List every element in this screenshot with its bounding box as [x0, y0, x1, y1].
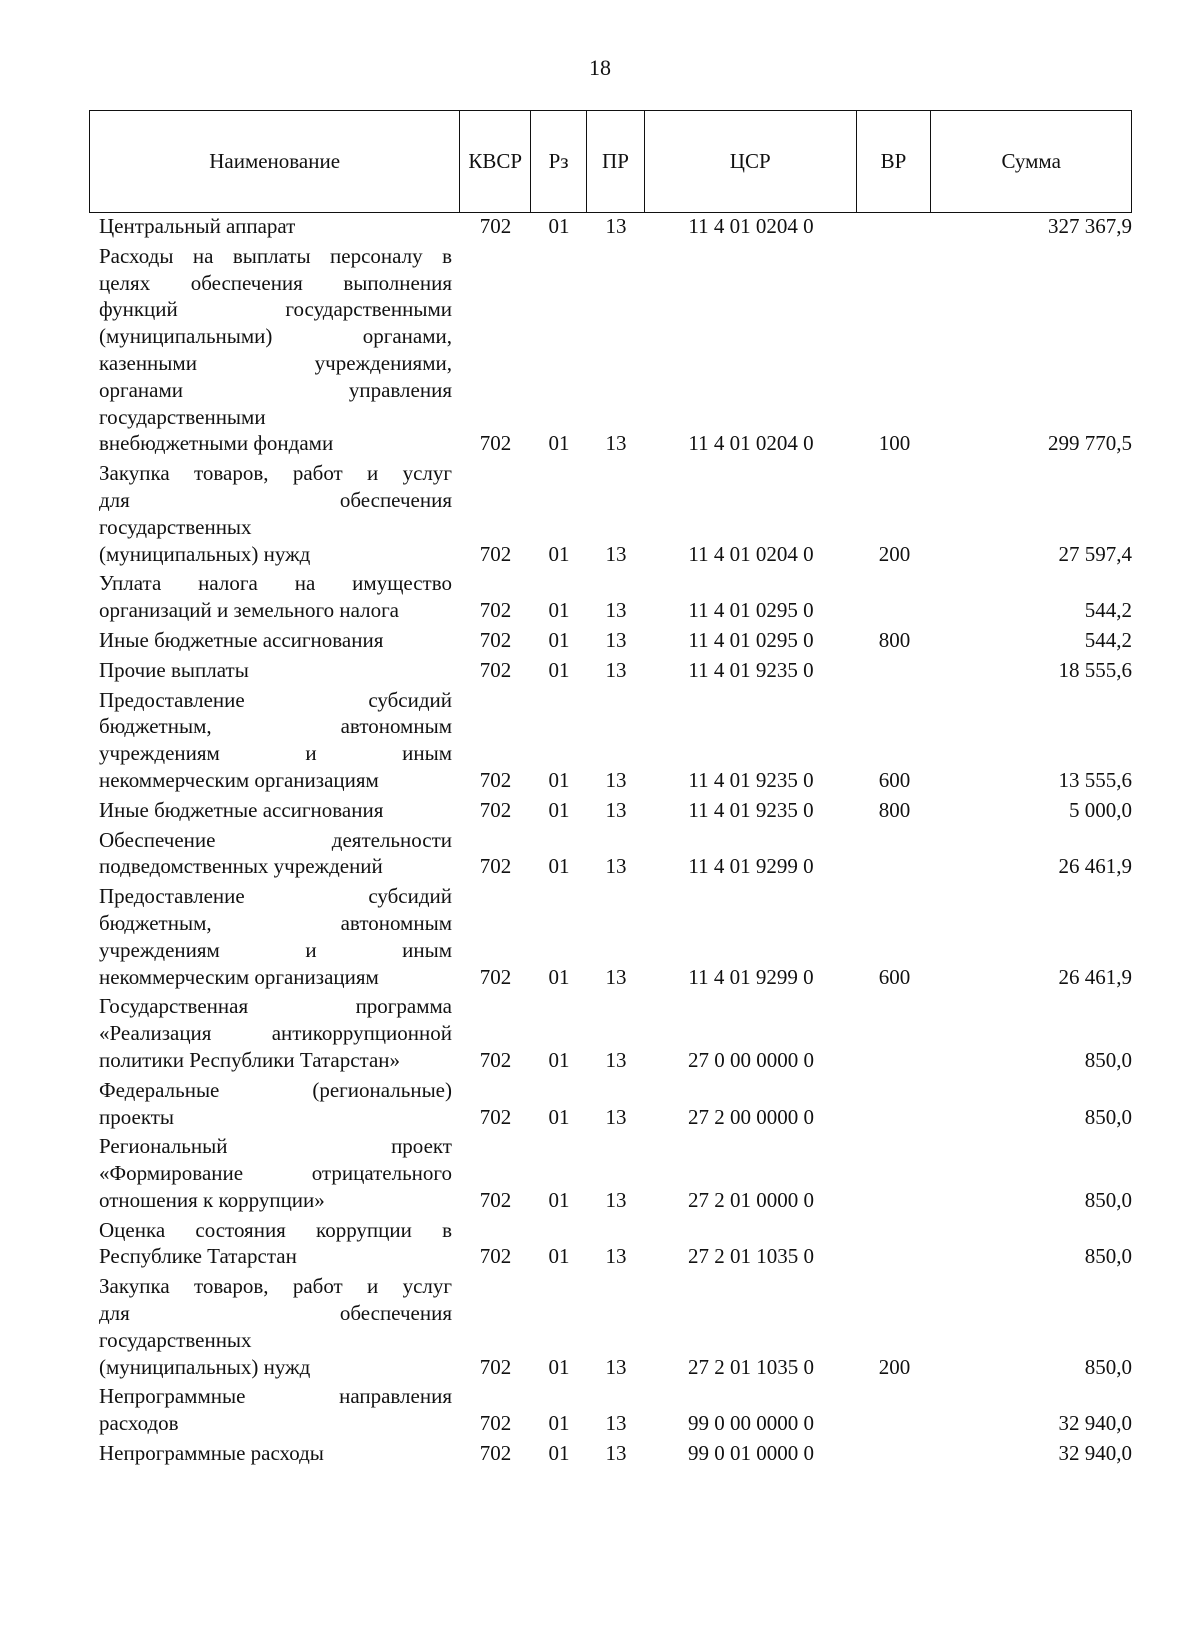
row-sum: 32 940,0: [1058, 1441, 1132, 1466]
row-name: [89, 657, 460, 684]
row-csr: 11 4 01 0204 0: [688, 431, 814, 456]
row-rz: 01: [548, 541, 570, 566]
row-name: [89, 883, 460, 990]
row-name-line: Прочие выплаты: [99, 657, 249, 682]
row-vr: 200: [878, 541, 911, 566]
row-sum: 327 367,9: [1048, 214, 1132, 238]
row-name-line: Непрограммные расходы: [99, 1441, 324, 1466]
row-pr: 13: [605, 797, 627, 822]
row-pr: 13: [605, 1244, 627, 1269]
row-csr: 27 2 01 0000 0: [688, 1187, 814, 1212]
row-vr: 200: [878, 1354, 911, 1379]
row-pr: 13: [605, 854, 627, 879]
row-sum: 32 940,0: [1058, 1411, 1132, 1436]
table-row: [89, 213, 1132, 240]
row-name: [89, 570, 460, 624]
row-sum: 850,0: [1084, 1104, 1132, 1129]
row-kvsr: 702: [479, 598, 512, 623]
row-pr: 13: [605, 214, 627, 238]
row-name-line: некоммерческим организациям: [99, 767, 379, 792]
row-csr: 27 0 00 0000 0: [688, 1047, 814, 1072]
row-csr: 27 2 01 1035 0: [688, 1244, 814, 1269]
row-vr: 100: [878, 431, 911, 456]
row-name-line: бюджетным, автономным: [99, 714, 452, 739]
row-csr: 11 4 01 9235 0: [688, 657, 814, 682]
row-sum: 13 555,6: [1058, 767, 1132, 792]
row-csr: 27 2 00 0000 0: [688, 1104, 814, 1129]
row-name-line: политики Республики Татарстан»: [99, 1047, 401, 1072]
header-csr: ЦСР: [645, 111, 857, 212]
row-sum: 544,2: [1084, 627, 1132, 652]
row-name-line: государственных: [99, 1327, 252, 1352]
row-name-line: (муниципальными) органами,: [99, 324, 452, 349]
row-rz: 01: [548, 1047, 570, 1072]
table-row: [89, 1077, 1132, 1131]
row-csr: 11 4 01 9299 0: [688, 964, 814, 989]
row-rz: 01: [548, 627, 570, 652]
header-vr: ВР: [857, 111, 932, 212]
row-sum: 544,2: [1084, 598, 1132, 623]
row-csr: 11 4 01 9235 0: [688, 767, 814, 792]
row-csr: 27 2 01 1035 0: [688, 1354, 814, 1379]
table-row: [89, 657, 1132, 684]
row-name-line: казенными учреждениями,: [99, 350, 452, 375]
row-name-line: (муниципальных) нужд: [99, 1354, 311, 1379]
table-row: [89, 1440, 1132, 1467]
row-pr: 13: [605, 657, 627, 682]
row-rz: 01: [548, 1354, 570, 1379]
header-kvsr: КВСР: [460, 111, 531, 212]
row-kvsr: 702: [479, 657, 512, 682]
row-kvsr: 702: [479, 1187, 512, 1212]
row-kvsr: 702: [479, 627, 512, 652]
table-row: [89, 1383, 1132, 1437]
row-kvsr: 702: [479, 214, 512, 238]
table-row: [89, 570, 1132, 624]
row-name-line: органами управления: [99, 377, 452, 402]
row-name: [89, 213, 460, 240]
row-pr: 13: [605, 964, 627, 989]
row-kvsr: 702: [479, 964, 512, 989]
row-csr: 99 0 00 0000 0: [688, 1411, 814, 1436]
row-name-line: расходов: [99, 1411, 179, 1436]
row-rz: 01: [548, 598, 570, 623]
row-vr: 600: [878, 964, 911, 989]
row-sum: 5 000,0: [1069, 797, 1132, 822]
row-name: [89, 993, 460, 1073]
row-rz: 01: [548, 854, 570, 879]
row-name-line: функций государственными: [99, 297, 452, 322]
row-pr: 13: [605, 1354, 627, 1379]
header-pr: ПР: [587, 111, 645, 212]
row-name: [89, 1133, 460, 1213]
row-pr: 13: [605, 1104, 627, 1129]
row-rz: 01: [548, 431, 570, 456]
row-vr: 800: [878, 627, 911, 652]
table-row: [89, 460, 1132, 567]
row-name-line: (муниципальных) нужд: [99, 541, 311, 566]
row-pr: 13: [605, 767, 627, 792]
row-name-line: Обеспечение деятельности: [99, 827, 452, 852]
row-name-line: проекты: [99, 1104, 175, 1129]
row-pr: 13: [605, 541, 627, 566]
row-name-line: некоммерческим организациям: [99, 964, 379, 989]
row-name-line: «Формирование отрицательного: [99, 1161, 452, 1186]
row-name: [89, 460, 460, 567]
row-csr: 11 4 01 0204 0: [688, 541, 814, 566]
row-name: [89, 627, 460, 654]
row-rz: 01: [548, 1441, 570, 1466]
row-name-line: Уплата налога на имущество: [99, 571, 452, 596]
row-name-line: Республике Татарстан: [99, 1244, 297, 1269]
row-rz: 01: [548, 657, 570, 682]
table-header: [89, 110, 1132, 213]
row-name-line: Иные бюджетные ассигнования: [99, 627, 384, 652]
row-csr: 11 4 01 0295 0: [688, 627, 814, 652]
row-name-line: целях обеспечения выполнения: [99, 270, 452, 295]
table-row: [89, 797, 1132, 824]
row-name-line: Закупка товаров, работ и услуг: [99, 461, 452, 486]
row-rz: 01: [548, 1187, 570, 1212]
row-name-line: Предоставление субсидий: [99, 687, 452, 712]
row-name: [89, 827, 460, 881]
row-kvsr: 702: [479, 431, 512, 456]
row-name-line: Федеральные (региональные): [99, 1077, 452, 1102]
table-row: [89, 627, 1132, 654]
row-pr: 13: [605, 627, 627, 652]
row-spacer: [89, 1467, 1132, 1470]
table-row: [89, 883, 1132, 990]
row-name-line: «Реализация антикоррупционной: [99, 1021, 452, 1046]
row-csr: 11 4 01 9299 0: [688, 854, 814, 879]
table-row: [89, 1217, 1132, 1271]
table-row: [89, 827, 1132, 881]
row-name: [89, 1440, 460, 1467]
row-kvsr: 702: [479, 767, 512, 792]
row-kvsr: 702: [479, 1047, 512, 1072]
row-pr: 13: [605, 1187, 627, 1212]
header-name: Наименование: [90, 111, 460, 212]
row-name-line: Центральный аппарат: [99, 214, 296, 238]
row-name-line: организаций и земельного налога: [99, 598, 399, 623]
table-row: [89, 687, 1132, 794]
header-rz: Рз: [531, 111, 587, 212]
row-pr: 13: [605, 431, 627, 456]
row-sum: 299 770,5: [1048, 431, 1132, 456]
row-sum: 850,0: [1084, 1047, 1132, 1072]
row-kvsr: 702: [479, 1104, 512, 1129]
row-name-line: Закупка товаров, работ и услуг: [99, 1274, 452, 1299]
row-name-line: Государственная программа: [99, 994, 452, 1019]
row-pr: 13: [605, 1047, 627, 1072]
row-kvsr: 702: [479, 1354, 512, 1379]
row-kvsr: 702: [479, 541, 512, 566]
row-pr: 13: [605, 1411, 627, 1436]
row-name-line: для обеспечения: [99, 487, 452, 512]
table-row: [89, 1273, 1132, 1380]
header-sum: Сумма: [1001, 149, 1061, 173]
row-sum: 26 461,9: [1058, 964, 1132, 989]
row-name-line: Расходы на выплаты персоналу в: [99, 243, 452, 268]
row-rz: 01: [548, 1244, 570, 1269]
row-vr: 800: [878, 797, 911, 822]
row-kvsr: 702: [479, 797, 512, 822]
row-name-line: государственных: [99, 514, 252, 539]
row-sum: 850,0: [1084, 1354, 1132, 1379]
row-rz: 01: [548, 1411, 570, 1436]
row-name-line: Региональный проект: [99, 1134, 452, 1159]
row-name-line: Иные бюджетные ассигнования: [99, 797, 384, 822]
row-name-line: государственными: [99, 404, 266, 429]
row-pr: 13: [605, 1441, 627, 1466]
row-rz: 01: [548, 767, 570, 792]
row-sum: 18 555,6: [1058, 657, 1132, 682]
row-sum: 26 461,9: [1058, 854, 1132, 879]
row-name-line: учреждениям и иным: [99, 741, 452, 766]
row-name-line: для обеспечения: [99, 1301, 452, 1326]
table-row: [89, 993, 1132, 1073]
row-rz: 01: [548, 1104, 570, 1129]
row-rz: 01: [548, 964, 570, 989]
row-name: [89, 797, 460, 824]
row-sum: 27 597,4: [1058, 541, 1132, 566]
row-name: [89, 1383, 460, 1437]
row-name: [89, 243, 460, 457]
row-csr: 11 4 01 9235 0: [688, 797, 814, 822]
row-csr: 11 4 01 0204 0: [688, 214, 814, 238]
row-name-line: внебюджетными фондами: [99, 431, 334, 456]
row-name-line: Оценка состояния коррупции в: [99, 1217, 452, 1242]
row-csr: 99 0 01 0000 0: [688, 1441, 814, 1466]
row-pr: 13: [605, 598, 627, 623]
row-name-line: бюджетным, автономным: [99, 910, 452, 935]
row-vr: 600: [878, 767, 911, 792]
row-sum: 850,0: [1084, 1187, 1132, 1212]
table-row: [89, 1133, 1132, 1213]
row-name-line: подведомственных учреждений: [99, 854, 383, 879]
row-name-line: учреждениям и иным: [99, 937, 452, 962]
table-body: [89, 213, 1132, 1470]
row-name: [89, 687, 460, 794]
row-csr: 11 4 01 0295 0: [688, 598, 814, 623]
row-name: [89, 1217, 460, 1271]
page-number: 18: [589, 55, 611, 80]
row-name-line: Предоставление субсидий: [99, 884, 452, 909]
row-kvsr: 702: [479, 854, 512, 879]
row-rz: 01: [548, 797, 570, 822]
row-kvsr: 702: [479, 1411, 512, 1436]
row-name: [89, 1077, 460, 1131]
table-row: [89, 243, 1132, 457]
row-name-line: Непрограммные направления: [99, 1384, 452, 1409]
row-kvsr: 702: [479, 1441, 512, 1466]
row-sum: 850,0: [1084, 1244, 1132, 1269]
row-name-line: отношения к коррупции»: [99, 1187, 325, 1212]
row-rz: 01: [548, 214, 570, 238]
row-kvsr: 702: [479, 1244, 512, 1269]
row-name: [89, 1273, 460, 1380]
